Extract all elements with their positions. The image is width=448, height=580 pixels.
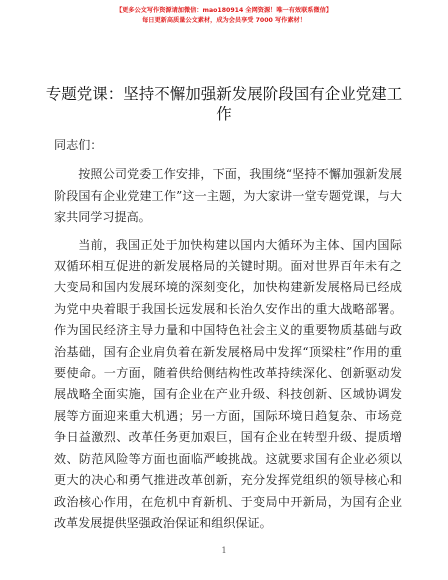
document-body — [54, 135, 402, 534]
banner-line-1: 【更多公文写作资源请加微信：mao180914 全网资源！唯一有效联系微信】 — [115, 7, 333, 14]
page-number: 1 — [221, 546, 227, 555]
paragraph-main: 当前，我国正处于加快构建以国内大循环为主体、国内国际双循环相互促进的新发展格局的关键时期。面对世界百年未有之大变局和国内发展环境的深刻变化，加快构建新发展格局已经成为党中央着眼于我国长远发展和长治久安作出的重大战略部署。作为国民经济主导力量和中国特色社会主义的重要物质基础与政治基础，国有企业肩负着在新发展格局中发挥“顶梁柱”作用的重要使命。一方面，随着供给侧结构性改革持续深化、创新驱动发展战略全面实施，国有企业在产业升级、科技创新、区域协调发展等方面迎来重大机遇；另一方面，国际环境日趋复杂、市场竞争日益激烈、改革任务更加艰巨，国有企业在转型升级、提质增效、防范风险等方面也面临严峻挑战。这就要求国有企业必须以更大的决心和勇气推进改革创新，充分发挥党组织的领导核心和政治核心作用，在危机中育新机、于变局中开新局，为国有企业改革发展提供坚强政治保证和组织保证。 — [54, 237, 402, 530]
banner-line-2: 每日更新高质量公文素材，成为会员享受 7000 写作素材！ — [142, 17, 306, 24]
document-title: 专题党课：坚持不懈加强新发展阶段国有企业党建工作 — [45, 85, 403, 123]
paragraph-intro: 按照公司党委工作安排，下面，我围绕“坚持不懈加强新发展阶段国有企业党建工作”这一主题，为大家讲一堂专题党课，与大家共同学习提高。 — [54, 167, 402, 225]
header-banner — [0, 6, 448, 26]
salutation: 同志们： — [54, 138, 103, 152]
